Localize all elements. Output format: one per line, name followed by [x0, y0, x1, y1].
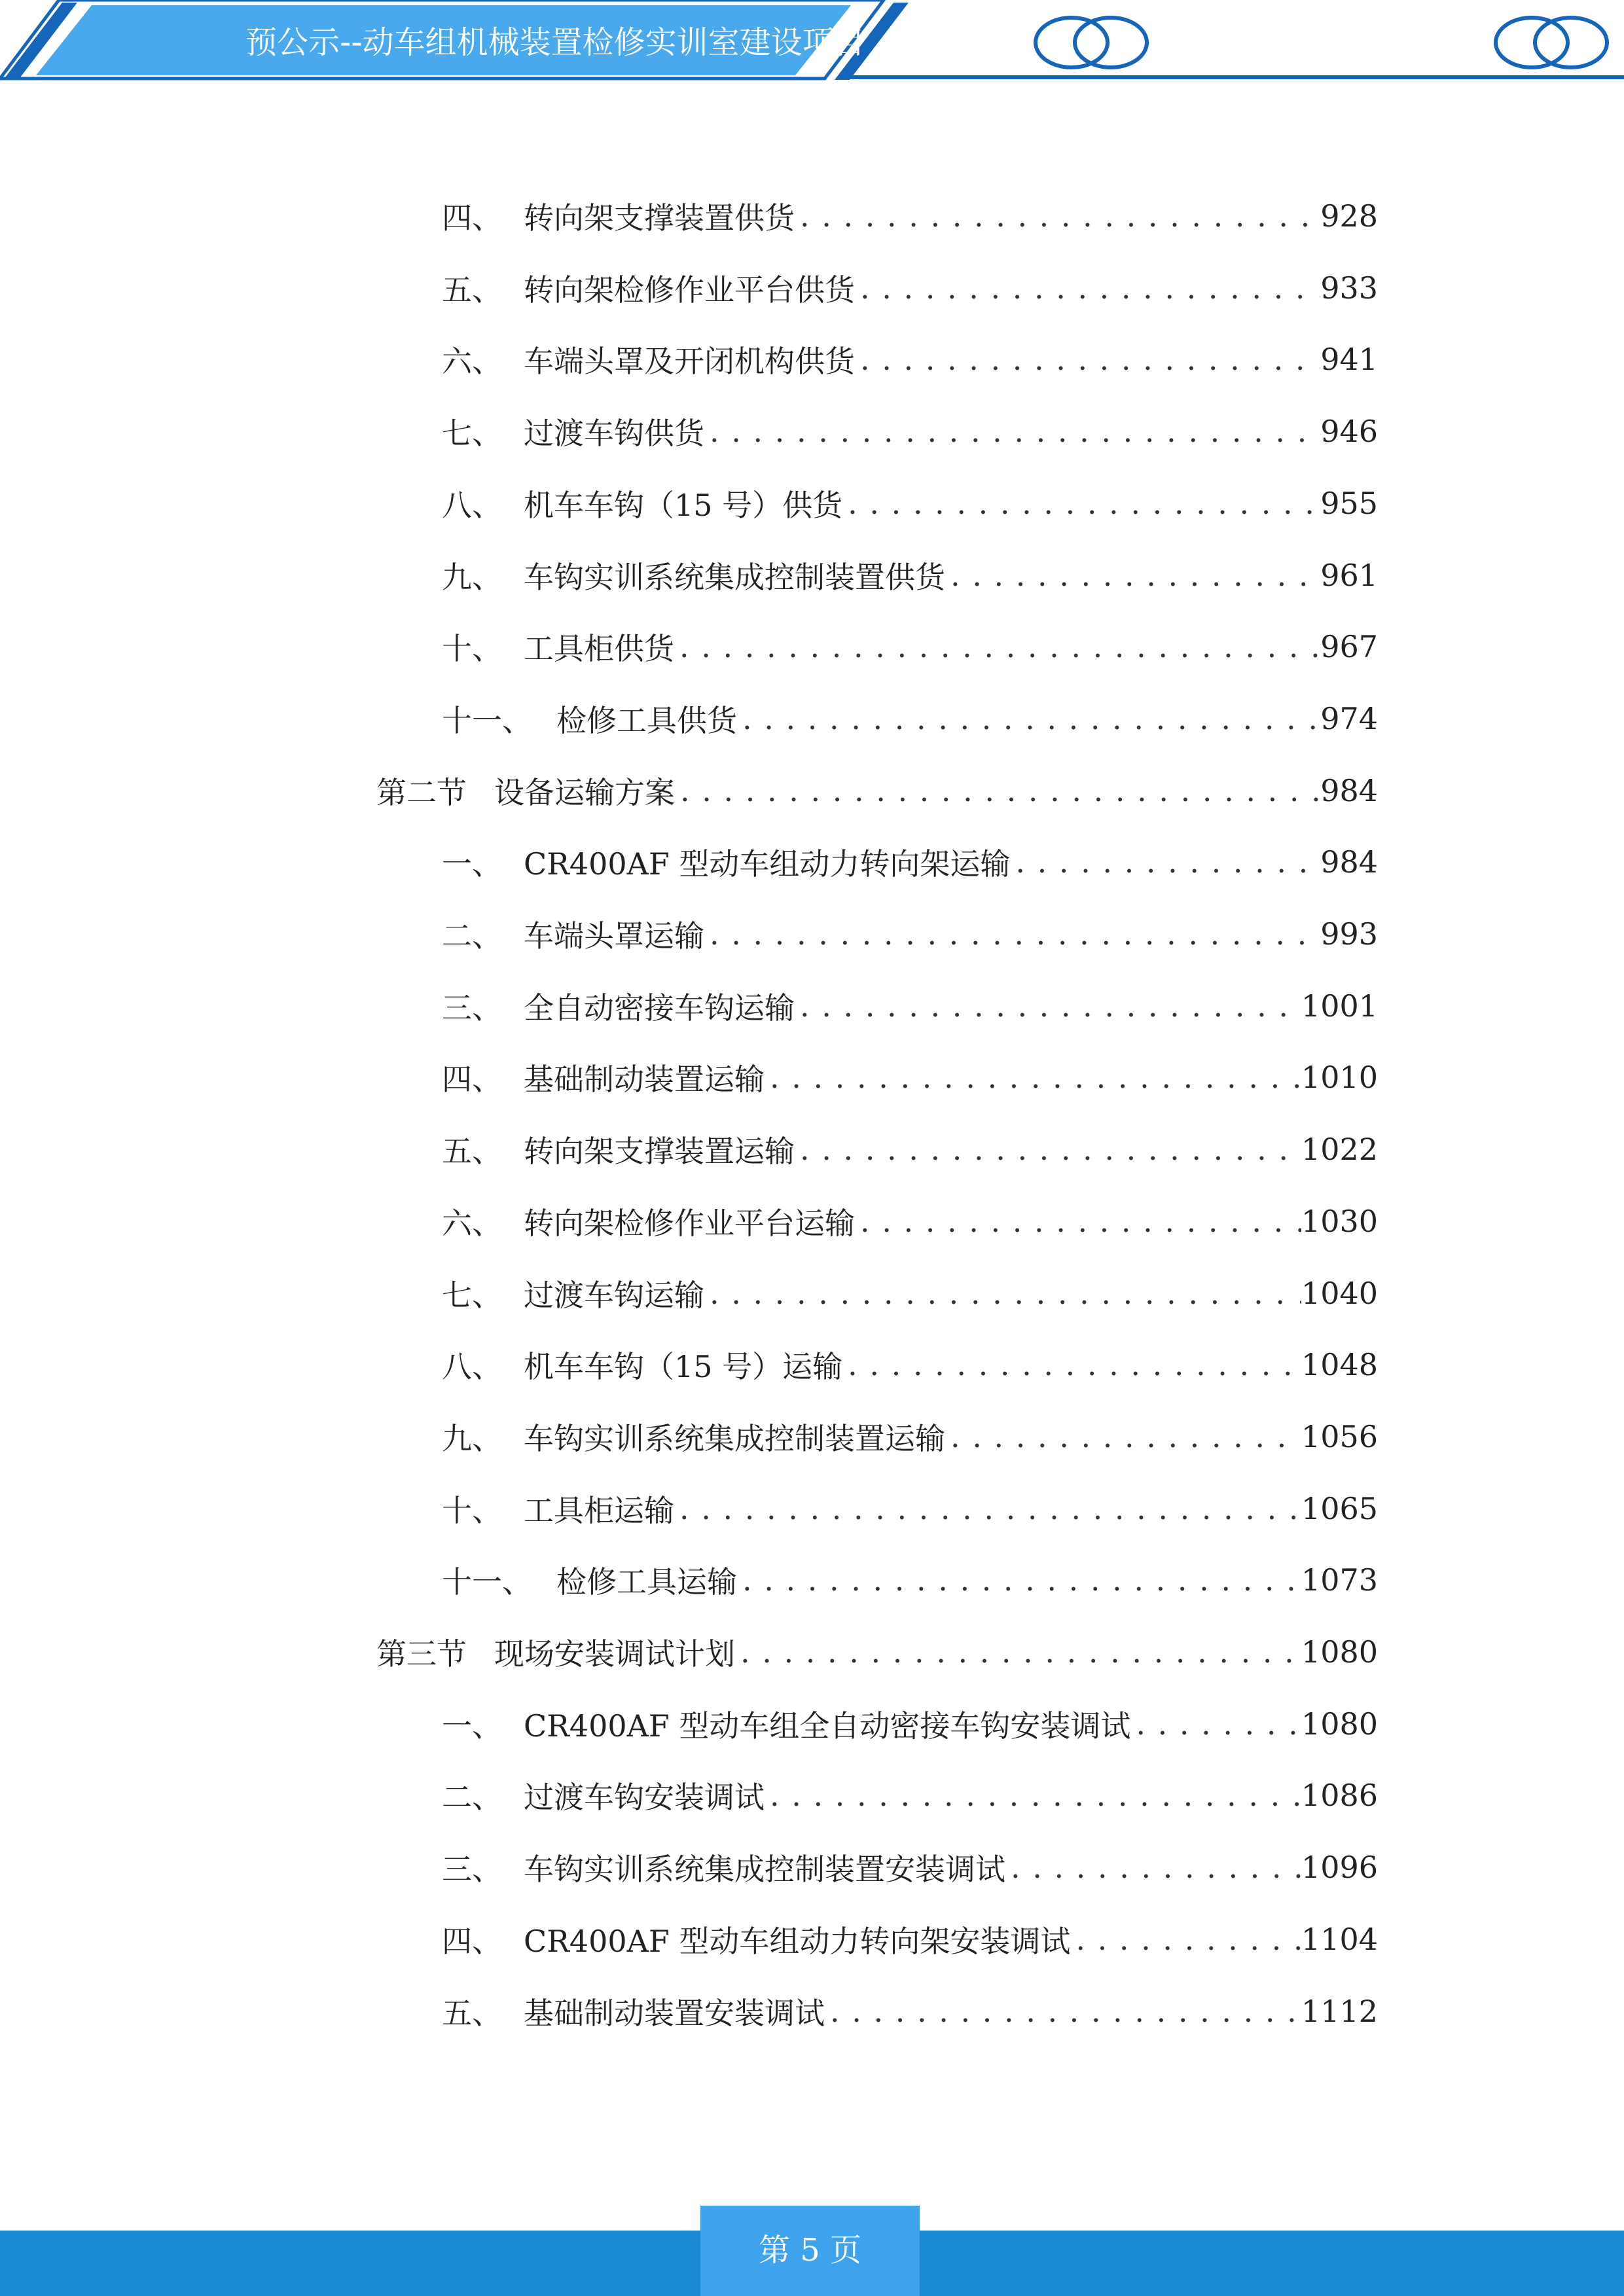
toc-entry-number: 四、: [442, 1062, 502, 1097]
toc-entry-title: 车钩实训系统集成控制装置运输: [524, 1421, 945, 1456]
toc-entry-page: 1065: [1301, 1491, 1378, 1526]
toc-entry-title: 过渡车钩供货: [524, 416, 704, 451]
toc-entry[interactable]: [442, 624, 1378, 670]
toc-entry-title: 工具柜运输: [524, 1493, 674, 1528]
toc-dot-leader: [704, 414, 1320, 449]
toc-entry-page: 984: [1320, 844, 1378, 880]
toc-entry[interactable]: [442, 552, 1378, 598]
toc-dot-leader: [842, 486, 1320, 521]
toc-dot-leader: [855, 342, 1320, 377]
toc-entry[interactable]: [442, 1486, 1378, 1532]
toc-entry[interactable]: [442, 480, 1378, 526]
toc-entry-number: 二、: [442, 918, 502, 954]
toc-entry-page: 1086: [1301, 1778, 1378, 1813]
toc-entry-number: 九、: [442, 1421, 502, 1456]
toc-entry-title: CR400AF 型动车组动力转向架运输: [524, 846, 1011, 882]
toc-dot-leader: [795, 1132, 1301, 1167]
toc-entry-title: 检修工具运输: [556, 1564, 737, 1600]
toc-entry-number: 三、: [442, 990, 502, 1026]
toc-entry[interactable]: [442, 1198, 1378, 1244]
toc-entry[interactable]: [442, 839, 1378, 885]
toc-entry-page: 1073: [1301, 1562, 1378, 1598]
toc-entry-page: 933: [1320, 270, 1378, 306]
toc-entry-number: 十、: [442, 631, 502, 666]
toc-dot-leader: [795, 198, 1320, 234]
toc-entry[interactable]: [442, 696, 1378, 742]
toc-entry[interactable]: [442, 1916, 1378, 1962]
toc-entry-page: 928: [1320, 198, 1378, 234]
toc-entry[interactable]: [442, 1557, 1378, 1603]
header-title: 预公示--动车组机械装置检修实训室建设项目: [245, 24, 865, 61]
toc-entry[interactable]: [442, 1988, 1378, 2034]
toc-entry-page: 967: [1320, 629, 1378, 664]
toc-entry-title: CR400AF 型动车组动力转向架安装调试: [524, 1924, 1071, 1959]
toc-entry-number: 五、: [442, 1996, 502, 2031]
toc-entry-number: 六、: [442, 344, 502, 379]
toc-entry[interactable]: [442, 193, 1378, 239]
toc-section-entry[interactable]: [376, 1629, 1378, 1675]
toc-entry-number: 二、: [442, 1780, 502, 1815]
toc-entry-page: 974: [1320, 701, 1378, 736]
toc-entry-page: 1096: [1301, 1850, 1378, 1885]
toc-entry-page: 1001: [1301, 988, 1378, 1024]
toc-entry-title: 车端头罩及开闭机构供货: [524, 344, 855, 379]
toc-entry[interactable]: [442, 911, 1378, 957]
toc-entry-page: 984: [1320, 773, 1378, 808]
toc-entry-page: 961: [1320, 558, 1378, 593]
toc-entry-page: 1010: [1301, 1060, 1378, 1095]
toc-entry[interactable]: [442, 336, 1378, 382]
toc-entry-number: 第三节: [376, 1636, 467, 1672]
toc-dot-leader: [675, 773, 1320, 808]
toc-entry-number: 四、: [442, 200, 502, 236]
page-number: 第 5 页: [758, 2232, 862, 2269]
toc-entry-title: 转向架支撑装置运输: [524, 1134, 795, 1169]
toc-entry-title: CR400AF 型动车组全自动密接车钩安装调试: [524, 1708, 1131, 1744]
toc-dot-leader: [1010, 844, 1320, 880]
toc-entry-page: 1022: [1301, 1132, 1378, 1167]
toc-entry-number: 三、: [442, 1852, 502, 1887]
toc-entry-number: 五、: [442, 1134, 502, 1169]
toc-entry-page: 1040: [1301, 1276, 1378, 1311]
toc-entry-page: 941: [1320, 342, 1378, 377]
toc-entry-title: 过渡车钩运输: [524, 1278, 704, 1313]
toc-dot-leader: [795, 988, 1301, 1024]
toc-entry[interactable]: [442, 1054, 1378, 1100]
toc-dot-leader: [765, 1060, 1301, 1095]
toc-entry-title: 过渡车钩安装调试: [524, 1780, 765, 1815]
toc-entry-page: 955: [1320, 486, 1378, 521]
toc-entry-number: 八、: [442, 1349, 502, 1384]
toc-dot-leader: [1070, 1922, 1301, 1957]
toc-entry-page: 1104: [1301, 1922, 1378, 1957]
toc-entry-title: 转向架检修作业平台供货: [524, 272, 855, 308]
rings-logo-icon: [1036, 18, 1147, 67]
toc-entry-number: 十一、: [442, 1564, 532, 1600]
toc-entry[interactable]: [442, 1701, 1378, 1747]
toc-entry[interactable]: [442, 1270, 1378, 1316]
toc-dot-leader: [945, 558, 1320, 593]
toc-entry-title: 现场安装调试计划: [494, 1636, 735, 1672]
toc-entry-number: 四、: [442, 1924, 502, 1959]
toc-entry-number: 九、: [442, 560, 502, 595]
toc-dot-leader: [704, 1276, 1301, 1311]
toc-section-entry[interactable]: [376, 768, 1378, 814]
toc-entry-page: 1080: [1301, 1634, 1378, 1670]
toc-dot-leader: [737, 701, 1320, 736]
toc-entry[interactable]: [442, 265, 1378, 311]
toc-entry-page: 1112: [1301, 1994, 1378, 2029]
toc-entry-number: 八、: [442, 488, 502, 523]
toc-entry-page: 993: [1320, 916, 1378, 952]
toc-entry-number: 七、: [442, 1278, 502, 1313]
toc-dot-leader: [765, 1778, 1301, 1813]
toc-dot-leader: [855, 1204, 1301, 1239]
toc-entry-title: 设备运输方案: [494, 775, 675, 810]
toc-entry-number: 一、: [442, 1708, 502, 1744]
toc-entry-title: 基础制动装置运输: [524, 1062, 765, 1097]
toc-entry-title: 车端头罩运输: [524, 918, 704, 954]
toc-entry-title: 机车车钩（15 号）运输: [524, 1349, 843, 1384]
toc-entry-title: 工具柜供货: [524, 631, 674, 666]
toc-entry-number: 五、: [442, 272, 502, 308]
toc-entry-title: 机车车钩（15 号）供货: [524, 488, 843, 523]
toc-dot-leader: [674, 1491, 1301, 1526]
rings-logo-icon: [1496, 18, 1607, 67]
toc-entry-page: 1048: [1301, 1347, 1378, 1382]
toc-entry-number: 十一、: [442, 703, 532, 738]
toc-entry[interactable]: [442, 1414, 1378, 1460]
toc-entry-page: 1080: [1301, 1706, 1378, 1742]
toc-dot-leader: [855, 270, 1320, 306]
toc-entry-title: 全自动密接车钩运输: [524, 990, 795, 1026]
toc-entry-page: 946: [1320, 414, 1378, 449]
toc-dot-leader: [737, 1562, 1301, 1598]
toc-entry-title: 基础制动装置安装调试: [524, 1996, 825, 2031]
toc-entry-page: 1056: [1301, 1419, 1378, 1454]
toc-entry-page: 1030: [1301, 1204, 1378, 1239]
toc-entry[interactable]: [442, 1844, 1378, 1890]
toc-entry[interactable]: [442, 1126, 1378, 1172]
toc-dot-leader: [1130, 1706, 1301, 1742]
toc-entry[interactable]: [442, 983, 1378, 1029]
toc-entry-title: 转向架检修作业平台运输: [524, 1206, 855, 1241]
toc-entry-number: 七、: [442, 416, 502, 451]
toc-entry-title: 车钩实训系统集成控制装置供货: [524, 560, 945, 595]
toc-dot-leader: [1005, 1850, 1301, 1885]
toc-entry[interactable]: [442, 1342, 1378, 1388]
toc-entry[interactable]: [442, 408, 1378, 454]
toc-dot-leader: [945, 1419, 1301, 1454]
toc-entry[interactable]: [442, 1772, 1378, 1818]
toc-entry-number: 十、: [442, 1493, 502, 1528]
toc-entry-title: 检修工具供货: [556, 703, 737, 738]
toc-dot-leader: [842, 1347, 1301, 1382]
toc-entry-title: 车钩实训系统集成控制装置安装调试: [524, 1852, 1005, 1887]
toc-dot-leader: [735, 1634, 1301, 1670]
toc-dot-leader: [674, 629, 1320, 664]
toc-dot-leader: [825, 1994, 1301, 2029]
toc-entry-number: 一、: [442, 846, 502, 882]
toc-entry-number: 第二节: [376, 775, 467, 810]
toc-dot-leader: [704, 916, 1320, 952]
page-header: [0, 0, 1624, 85]
toc-entry-number: 六、: [442, 1206, 502, 1241]
toc-entry-title: 转向架支撑装置供货: [524, 200, 795, 236]
